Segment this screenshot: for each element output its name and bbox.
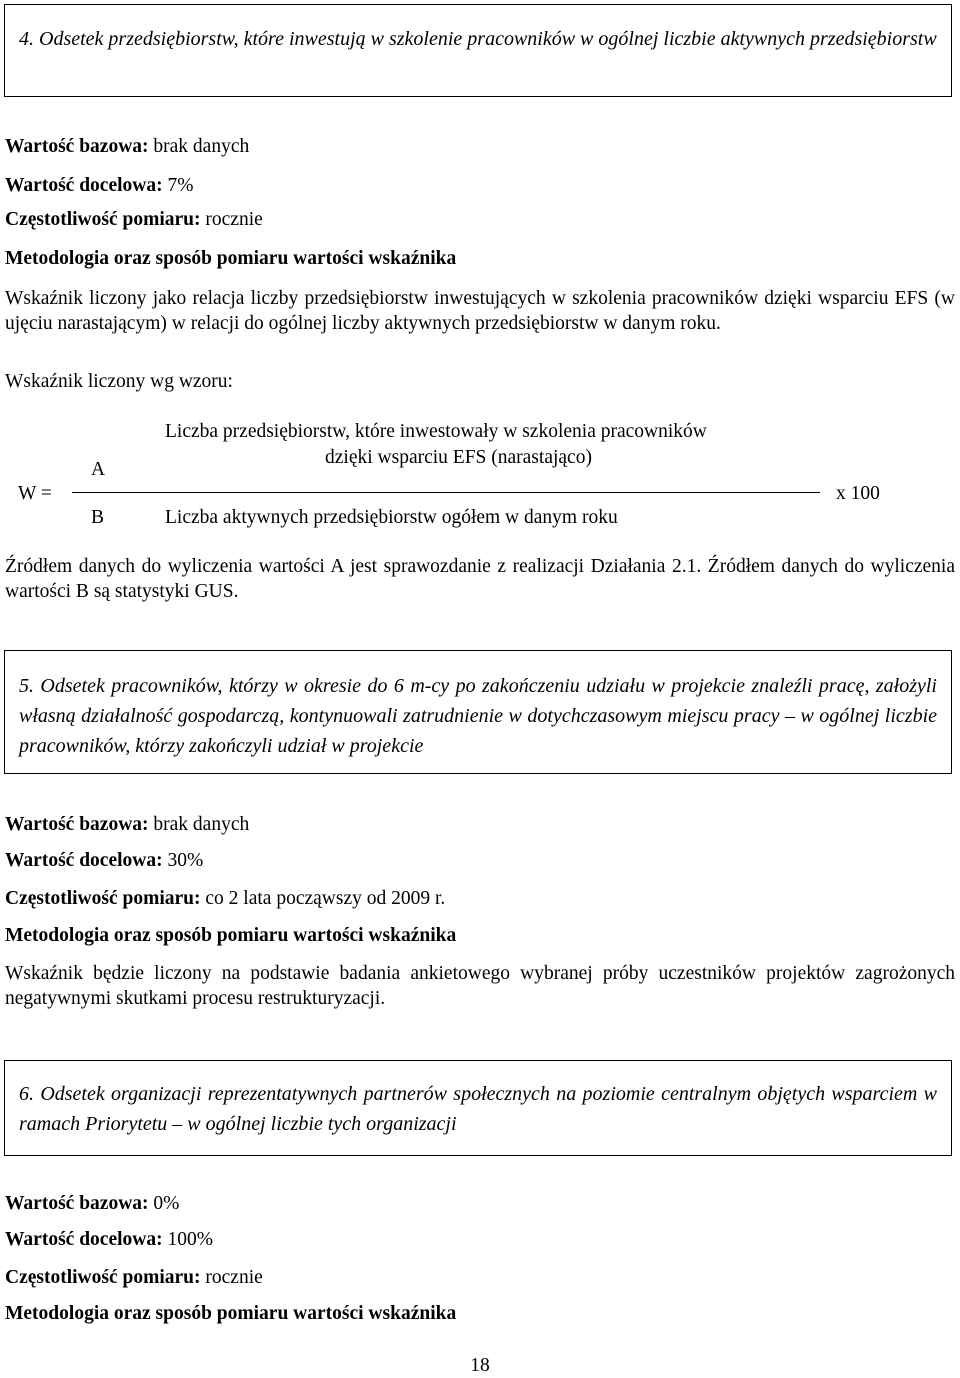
target-value: 30% [167,850,204,871]
indicator-6-target [5,1228,213,1252]
indicator-4-source: Źródłem danych do wyliczenia wartości A jest sprawozdanie z realizacji Działania 2.1. Źródłem danych do wyliczenia wartości B są statystyki GUS. [5,556,955,602]
formula-denominator: Liczba aktywnych przedsiębiorstw ogółem w danym roku [165,507,618,528]
target-label: Wartość docelowa: [5,850,163,871]
page-number: 18 [470,1355,490,1376]
indicator-6-baseline [5,1192,179,1216]
formula-numerator-line1: Liczba przedsiębiorstw, które inwestowały w szkolenia pracowników [165,421,707,442]
baseline-label: Wartość bazowa: [5,1193,149,1214]
indicator-5-frequency [5,887,445,911]
indicator-5-methodology-text: Wskaźnik będzie liczony na podstawie badania ankietowego wybranej próby uczestników projektów zagrożonych negatywnymi skutkami procesu restrukturyzacji. [5,963,955,1009]
indicator-5-baseline [5,813,249,837]
indicator-4-title: 4. Odsetek przedsiębiorstw, które inwestują w szkolenie pracowników w ogólnej liczbie aktywnych przedsiębiorstw [19,28,937,50]
indicator-6-methodology-heading: Metodologia oraz sposób pomiaru wartości wskaźnika [5,1303,457,1324]
baseline-label: Wartość bazowa: [5,814,149,835]
baseline-value: brak danych [153,814,250,835]
frequency-label: Częstotliwość pomiaru: [5,1267,201,1288]
frequency-value: rocznie [205,209,263,230]
frequency-value: co 2 lata począwszy od 2009 r. [205,888,446,909]
indicator-5-methodology-heading: Metodologia oraz sposób pomiaru wartości wskaźnika [5,925,457,946]
indicator-5-title: 5. Odsetek pracowników, którzy w okresie do 6 m-cy po zakończeniu udziału w projekcie znaleźli pracę, założyli własną działalność gospodarczą, kontynuowali zatrudnienie w dotychczasowym miejscu pracy – w ogólnej liczbie pracowników, którzy zakończyli udział w projekcie [19,675,937,757]
indicator-6-title: 6. Odsetek organizacji reprezentatywnych partnerów społecznych na poziomie centralnym objętych wsparciem w ramach Priorytetu – w ogólnej liczbie tych organizacji [19,1083,937,1135]
formula-var-a: A [91,459,106,480]
indicator-4-methodology-heading: Metodologia oraz sposób pomiaru wartości wskaźnika [5,248,457,269]
indicator-4-header-box [4,4,952,97]
frequency-label: Częstotliwość pomiaru: [5,888,201,909]
target-value: 100% [167,1229,213,1250]
target-value: 7% [167,175,194,196]
indicator-5-header-box [4,650,952,774]
baseline-value: brak danych [153,136,250,157]
indicator-4-frequency [5,208,263,232]
indicator-6-header-box [4,1060,952,1156]
formula-lhs: W = [18,483,52,504]
baseline-value: 0% [153,1193,180,1214]
indicator-4-target [5,174,193,198]
baseline-label: Wartość bazowa: [5,136,149,157]
frequency-label: Częstotliwość pomiaru: [5,209,201,230]
formula-multiplier: x 100 [836,483,880,504]
indicator-5-target [5,849,203,873]
target-label: Wartość docelowa: [5,1229,163,1250]
frequency-value: rocznie [205,1267,263,1288]
indicator-4-baseline [5,135,249,159]
target-label: Wartość docelowa: [5,175,163,196]
formula-intro: Wskaźnik liczony wg wzoru: [5,371,233,392]
formula-var-b: B [91,507,105,528]
indicator-6-frequency [5,1266,263,1290]
formula-numerator-line2: dzięki wsparciu EFS (narastająco) [325,447,592,468]
indicator-4-methodology-text: Wskaźnik liczony jako relacja liczby przedsiębiorstw inwestujących w szkolenia pracowników dzięki wsparciu EFS (w ujęciu narastającym) w relacji do ogólnej liczby aktywnych przedsiębiorstw w danym roku. [5,288,955,334]
formula-fraction-line [72,492,820,493]
